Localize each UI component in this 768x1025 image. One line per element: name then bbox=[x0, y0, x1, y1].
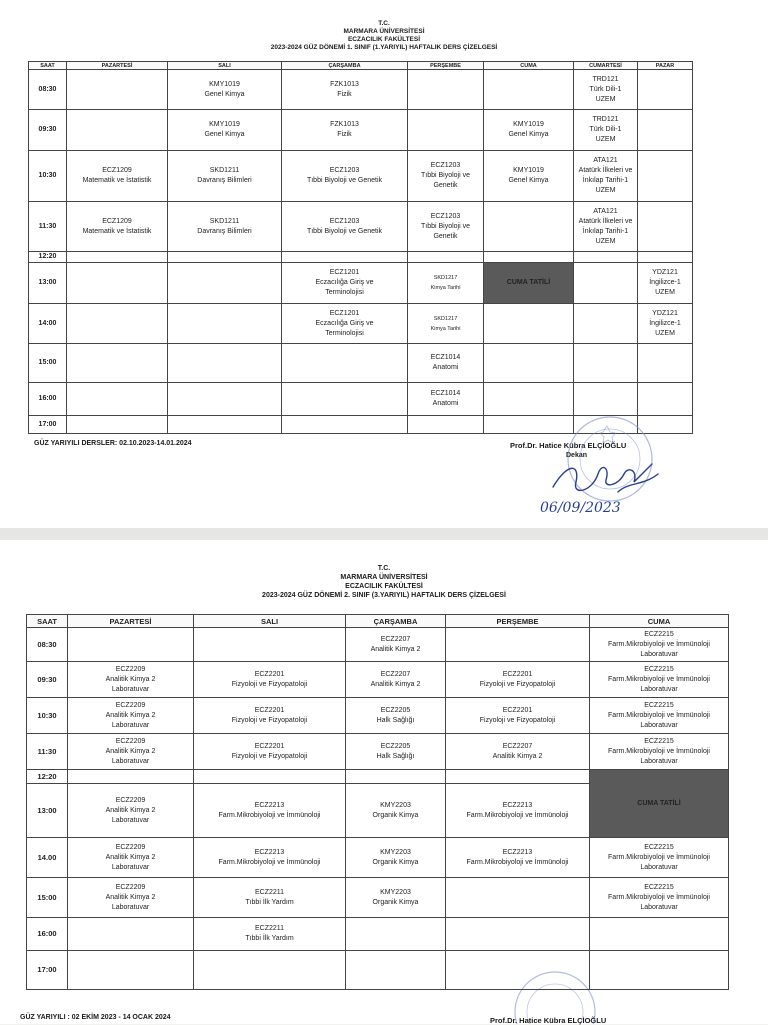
time-cell: 10:30 bbox=[29, 151, 67, 202]
table-row bbox=[27, 770, 729, 784]
empty-cell bbox=[67, 263, 168, 304]
empty-cell bbox=[67, 383, 168, 416]
empty-cell bbox=[638, 70, 693, 110]
empty-cell bbox=[168, 344, 282, 383]
empty-cell bbox=[67, 416, 168, 434]
course-cell: ECZ2205 Halk Sağlığı bbox=[346, 734, 446, 770]
empty-cell bbox=[68, 770, 194, 784]
column-header-cumartesi: CUMARTESİ bbox=[574, 62, 638, 70]
course-cell: ECZ2209 Analitik Kimya 2 Laboratuvar bbox=[68, 734, 194, 770]
header-line-faculty: ECZACILIK FAKÜLTESİ bbox=[347, 36, 421, 43]
time-cell: 15:00 bbox=[27, 878, 68, 918]
course-cell: ATA121 Atatürk İlkeleri ve İnkılap Tarihi-1 UZEM bbox=[574, 202, 638, 252]
course-cell: KMY1019 Genel Kimya bbox=[484, 151, 574, 202]
column-header-saat: SAAT bbox=[29, 62, 67, 70]
time-cell: 10:30 bbox=[27, 698, 68, 734]
column-header-cuma: CUMA bbox=[484, 62, 574, 70]
empty-cell bbox=[168, 252, 282, 263]
empty-cell bbox=[484, 304, 574, 344]
time-cell: 08:30 bbox=[29, 70, 67, 110]
time-cell: 13:00 bbox=[29, 263, 67, 304]
column-header-saat: SAAT bbox=[27, 615, 68, 628]
empty-cell bbox=[67, 304, 168, 344]
course-cell: ECZ1201 Eczacılığa Giriş ve Terminolojisi bbox=[282, 263, 408, 304]
table-row bbox=[29, 252, 693, 263]
empty-cell bbox=[574, 344, 638, 383]
time-cell: 16:00 bbox=[27, 918, 68, 951]
schedule-1-body bbox=[29, 70, 693, 434]
empty-cell bbox=[346, 951, 446, 990]
schedule-2-dates-note: GÜZ YARIYILI : 02 EKİM 2023 - 14 OCAK 2024 bbox=[20, 1014, 171, 1021]
time-cell: 13:00 bbox=[27, 784, 68, 838]
time-cell: 15:00 bbox=[29, 344, 67, 383]
course-cell: ECZ2201 Fizyoloji ve Fizyopatoloji bbox=[194, 662, 346, 698]
course-cell: SKD1217 Kimya Tarihi bbox=[408, 304, 484, 344]
course-cell: ECZ2215 Farm.Mikrobiyoloji ve İmmünoloji Laboratuvar bbox=[590, 878, 729, 918]
course-cell: KMY1019 Genel Kimya bbox=[484, 110, 574, 151]
course-cell: ECZ2213 Farm.Mikrobiyoloji ve İmmünoloji bbox=[194, 838, 346, 878]
course-cell: ECZ2207 Analitik Kimya 2 bbox=[346, 628, 446, 662]
schedule-2-table bbox=[26, 614, 729, 990]
header-line-tc: T.C. bbox=[378, 20, 390, 27]
course-cell: ECZ1203 Tıbbi Biyoloji ve Genetik bbox=[282, 202, 408, 252]
empty-cell bbox=[168, 416, 282, 434]
course-cell: ECZ2205 Halk Sağlığı bbox=[346, 698, 446, 734]
empty-cell bbox=[282, 344, 408, 383]
empty-cell bbox=[408, 252, 484, 263]
course-cell: KMY2203 Organik Kimya bbox=[346, 838, 446, 878]
column-header-cuma: CUMA bbox=[590, 615, 729, 628]
table-row bbox=[29, 202, 693, 252]
schedule-1-header-row bbox=[29, 62, 693, 70]
table-row bbox=[27, 951, 729, 990]
table-row bbox=[29, 151, 693, 202]
schedule-1-dates-note: GÜZ YARIYILI DERSLER: 02.10.2023-14.01.2024 bbox=[34, 440, 192, 447]
holiday-cell: CUMA TATİLİ bbox=[590, 770, 729, 838]
course-cell: ECZ2209 Analitik Kimya 2 Laboratuvar bbox=[68, 878, 194, 918]
header-line-tc: T.C. bbox=[377, 565, 391, 572]
course-cell: ECZ2209 Analitik Kimya 2 Laboratuvar bbox=[68, 784, 194, 838]
empty-cell bbox=[446, 878, 590, 918]
course-cell: SKD1211 Davranış Bilimleri bbox=[168, 151, 282, 202]
course-cell: ECZ1014 Anatomi bbox=[408, 344, 484, 383]
time-cell: 17:00 bbox=[27, 951, 68, 990]
empty-cell bbox=[590, 951, 729, 990]
schedule-2-body bbox=[27, 628, 729, 990]
course-cell: ECZ1209 Matematik ve İstatistik bbox=[67, 202, 168, 252]
course-cell: ECZ2201 Fizyoloji ve Fizyopatoloji bbox=[194, 698, 346, 734]
course-cell: KMY2203 Organik Kimya bbox=[346, 878, 446, 918]
column-header-pazar: PAZAR bbox=[638, 62, 693, 70]
course-cell: ECZ2209 Analitik Kimya 2 Laboratuvar bbox=[68, 698, 194, 734]
course-cell: YDZ121 İngilizce-1 UZEM bbox=[638, 263, 693, 304]
course-cell: ECZ2215 Farm.Mikrobiyoloji ve İmmünoloji Laboratuvar bbox=[590, 662, 729, 698]
course-cell: ECZ2201 Fizyoloji ve Fizyopatoloji bbox=[446, 662, 590, 698]
time-cell: 12:20 bbox=[29, 252, 67, 263]
empty-cell bbox=[484, 70, 574, 110]
time-cell: 08:30 bbox=[27, 628, 68, 662]
empty-cell bbox=[282, 383, 408, 416]
schedule-2-signer: Prof.Dr. Hatice Kübra ELÇİOĞLU bbox=[490, 1016, 607, 1025]
header-line-faculty: ECZACILIK FAKÜLTESİ bbox=[345, 583, 423, 590]
table-row bbox=[27, 698, 729, 734]
empty-cell bbox=[346, 770, 446, 784]
time-cell: 11:30 bbox=[29, 202, 67, 252]
table-row bbox=[29, 70, 693, 110]
header-line-title: 2023-2024 GÜZ DÖNEMİ 1. SINIF (1.YARIYIL) HAFTALIK DERS ÇİZELGESİ bbox=[270, 44, 498, 51]
course-cell: FZK1013 Fizik bbox=[282, 110, 408, 151]
time-cell: 09:30 bbox=[27, 662, 68, 698]
table-row bbox=[29, 263, 693, 304]
empty-cell bbox=[446, 770, 590, 784]
time-cell: 16:00 bbox=[29, 383, 67, 416]
course-cell: KMY1019 Genel Kimya bbox=[168, 70, 282, 110]
header-line-title: 2023-2024 GÜZ DÖNEMİ 2. SINIF (3.YARIYIL) HAFTALIK DERS ÇİZELGESİ bbox=[262, 592, 506, 599]
course-cell: ECZ2201 Fizyoloji ve Fizyopatoloji bbox=[446, 698, 590, 734]
schedule-1-signer: Prof.Dr. Hatice Kübra ELÇİOĞLU bbox=[510, 441, 627, 450]
column-header-sali: SALI bbox=[194, 615, 346, 628]
course-cell: ECZ2213 Farm.Mikrobiyoloji ve İmmünoloji bbox=[446, 784, 590, 838]
table-row bbox=[27, 662, 729, 698]
table-row bbox=[27, 918, 729, 951]
course-cell: TRD121 Türk Dili-1 UZEM bbox=[574, 110, 638, 151]
table-row bbox=[27, 878, 729, 918]
empty-cell bbox=[194, 770, 346, 784]
empty-cell bbox=[408, 416, 484, 434]
column-header-sali: SALI bbox=[168, 62, 282, 70]
empty-cell bbox=[68, 628, 194, 662]
empty-cell bbox=[638, 252, 693, 263]
column-header-ar-amba: ÇARŞAMBA bbox=[282, 62, 408, 70]
course-cell: ECZ2215 Farm.Mikrobiyoloji ve İmmünoloji Laboratuvar bbox=[590, 698, 729, 734]
empty-cell bbox=[574, 304, 638, 344]
signature bbox=[548, 452, 668, 502]
table-row bbox=[29, 304, 693, 344]
time-cell: 14.00 bbox=[27, 838, 68, 878]
empty-cell bbox=[484, 344, 574, 383]
empty-cell bbox=[408, 70, 484, 110]
time-cell: 14:00 bbox=[29, 304, 67, 344]
column-header-per-embe: PERŞEMBE bbox=[408, 62, 484, 70]
course-cell: YDZ121 İngilizce-1 UZEM bbox=[638, 304, 693, 344]
course-cell: ECZ1201 Eczacılığa Giriş ve Terminolojisi bbox=[282, 304, 408, 344]
course-cell: ECZ1014 Anatomi bbox=[408, 383, 484, 416]
table-row bbox=[27, 734, 729, 770]
header-line-university: MARMARA ÜNİVERSİTESİ bbox=[343, 28, 425, 35]
course-cell: ECZ2209 Analitik Kimya 2 Laboratuvar bbox=[68, 662, 194, 698]
column-header-pazartesi: PAZARTESİ bbox=[67, 62, 168, 70]
empty-cell bbox=[446, 628, 590, 662]
schedule-2-header-row bbox=[27, 615, 729, 628]
course-cell: KMY1019 Genel Kimya bbox=[168, 110, 282, 151]
empty-cell bbox=[638, 383, 693, 416]
column-header-ar-amba: ÇARŞAMBA bbox=[346, 615, 446, 628]
course-cell: ECZ2213 Farm.Mikrobiyoloji ve İmmünoloji bbox=[194, 784, 346, 838]
table-row bbox=[29, 110, 693, 151]
course-cell: ECZ2215 Farm.Mikrobiyoloji ve İmmünoloji Laboratuvar bbox=[590, 838, 729, 878]
table-row bbox=[29, 344, 693, 383]
course-cell: ECZ2215 Farm.Mikrobiyoloji ve İmmünoloji Laboratuvar bbox=[590, 628, 729, 662]
course-cell: ECZ1203 Tıbbi Biyoloji ve Genetik bbox=[408, 202, 484, 252]
empty-cell bbox=[67, 70, 168, 110]
empty-cell bbox=[574, 252, 638, 263]
course-cell: KMY2203 Organik Kimya bbox=[346, 784, 446, 838]
handwritten-date: 06/09/2023 bbox=[540, 500, 621, 516]
course-cell: ECZ1203 Tıbbi Biyoloji ve Genetik bbox=[408, 151, 484, 202]
empty-cell bbox=[68, 918, 194, 951]
empty-cell bbox=[68, 951, 194, 990]
course-cell: FZK1013 Fizik bbox=[282, 70, 408, 110]
course-cell: ECZ2207 Analitik Kimya 2 bbox=[346, 662, 446, 698]
course-cell: ECZ2207 Analitik Kimya 2 bbox=[446, 734, 590, 770]
page-gap bbox=[0, 528, 768, 540]
course-cell: ECZ2201 Fizyoloji ve Fizyopatoloji bbox=[194, 734, 346, 770]
table-row bbox=[29, 383, 693, 416]
course-cell: ECZ1209 Matematik ve İstatistik bbox=[67, 151, 168, 202]
time-cell: 17:00 bbox=[29, 416, 67, 434]
empty-cell bbox=[346, 918, 446, 951]
course-cell: ECZ2211 Tıbbi İlk Yardım bbox=[194, 918, 346, 951]
empty-cell bbox=[194, 951, 346, 990]
empty-cell bbox=[638, 110, 693, 151]
course-cell: TRD121 Türk Dili-1 UZEM bbox=[574, 70, 638, 110]
empty-cell bbox=[638, 344, 693, 383]
holiday-cell: CUMA TATİLİ bbox=[484, 263, 574, 304]
empty-cell bbox=[638, 202, 693, 252]
time-cell: 09:30 bbox=[29, 110, 67, 151]
empty-cell bbox=[446, 918, 590, 951]
schedule-2-header bbox=[0, 564, 768, 600]
header-line-university: MARMARA ÜNİVERSİTESİ bbox=[340, 574, 428, 581]
course-cell: SKD1217 Kimya Tarihi bbox=[408, 263, 484, 304]
empty-cell bbox=[590, 918, 729, 951]
empty-cell bbox=[67, 344, 168, 383]
course-cell: ECZ2215 Farm.Mikrobiyoloji ve İmmünoloji Laboratuvar bbox=[590, 734, 729, 770]
empty-cell bbox=[168, 263, 282, 304]
time-cell: 12:20 bbox=[27, 770, 68, 784]
empty-cell bbox=[168, 383, 282, 416]
course-cell: ATA121 Atatürk İlkeleri ve İnkılap Tarihi-1 UZEM bbox=[574, 151, 638, 202]
course-cell: SKD1211 Davranış Bilimleri bbox=[168, 202, 282, 252]
empty-cell bbox=[67, 252, 168, 263]
table-row bbox=[27, 838, 729, 878]
empty-cell bbox=[282, 416, 408, 434]
empty-cell bbox=[484, 252, 574, 263]
empty-cell bbox=[574, 263, 638, 304]
empty-cell bbox=[574, 383, 638, 416]
column-header-pazartesi: PAZARTESİ bbox=[68, 615, 194, 628]
empty-cell bbox=[484, 383, 574, 416]
course-cell: ECZ2211 Tıbbi İlk Yardım bbox=[194, 878, 346, 918]
schedule-1-signer-title: Dekan bbox=[566, 452, 588, 459]
empty-cell bbox=[484, 202, 574, 252]
empty-cell bbox=[446, 951, 590, 990]
empty-cell bbox=[638, 151, 693, 202]
schedule-1-table bbox=[28, 61, 693, 434]
empty-cell bbox=[194, 628, 346, 662]
course-cell: ECZ2209 Analitik Kimya 2 Laboratuvar bbox=[68, 838, 194, 878]
empty-cell bbox=[282, 252, 408, 263]
course-cell: ECZ2213 Farm.Mikrobiyoloji ve İmmünoloji bbox=[446, 838, 590, 878]
time-cell: 11:30 bbox=[27, 734, 68, 770]
schedule-1-header bbox=[0, 20, 768, 52]
table-row bbox=[27, 628, 729, 662]
column-header-per-embe: PERŞEMBE bbox=[446, 615, 590, 628]
course-cell: ECZ1203 Tıbbi Biyoloji ve Genetik bbox=[282, 151, 408, 202]
empty-cell bbox=[408, 110, 484, 151]
empty-cell bbox=[67, 110, 168, 151]
empty-cell bbox=[168, 304, 282, 344]
